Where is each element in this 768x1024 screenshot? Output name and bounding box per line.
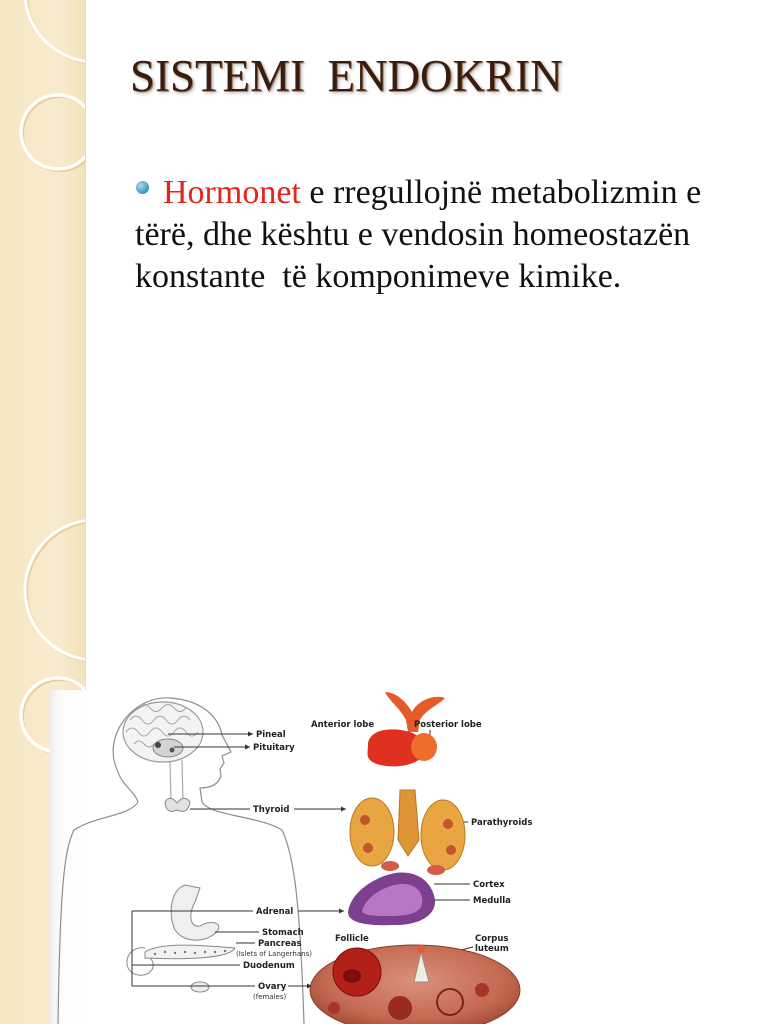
thyroid-right-lobe — [421, 800, 465, 870]
ornament-arc-top-highlight — [25, 0, 85, 62]
label-thyroid: Thyroid — [253, 805, 290, 815]
label-ovary: Ovary — [258, 982, 287, 992]
back-of-head — [118, 772, 138, 802]
bullet-paragraph — [135, 172, 715, 298]
endocrine-diagram-drawing — [50, 690, 550, 1024]
neck-line — [170, 760, 171, 802]
follicle-core — [343, 969, 361, 983]
label-posterior-lobe: Posterior lobe — [414, 720, 482, 730]
ovarian-follicle — [388, 996, 412, 1020]
bullet-text: e rregullojnë metabolizmin e tërë, dhe kështu e vendosin homeostazën konstante të komponimeve kimike. — [135, 174, 710, 295]
parathyroid-spot — [360, 815, 370, 825]
slide-title: SISTEMI ENDOKRIN — [130, 51, 563, 101]
label-stomach: Stomach — [262, 928, 304, 938]
label-duodenum: Duodenum — [243, 961, 295, 971]
bullet-icon — [136, 181, 149, 194]
ornament-arc-bottom — [27, 522, 85, 662]
ornament-ring-top — [21, 95, 85, 169]
label-pancreas: Pancreas — [258, 939, 302, 949]
label-islets-of-langerhans: (Islets of Langerhans) — [236, 950, 312, 958]
neck-line — [182, 760, 183, 802]
highlighted-term: Hormonet — [163, 174, 301, 211]
stomach-mini — [171, 885, 219, 940]
label-anterior-lobe: Anterior lobe — [311, 720, 375, 730]
pituitary-dot — [170, 748, 175, 753]
parathyroid-spot — [446, 845, 456, 855]
ornament-arc-top — [27, 0, 85, 64]
ovary-illustration — [310, 945, 520, 1024]
thyroid-gland-illustration — [350, 790, 465, 875]
endocrine-diagram — [50, 690, 550, 1024]
left-shoulder-torso — [58, 802, 138, 1024]
pineal-dot — [155, 742, 161, 748]
pancreas-mini — [145, 945, 235, 959]
label-luteum: luteum — [475, 944, 509, 954]
thyroid-lower-tissue — [427, 865, 445, 875]
label-medulla: Medulla — [473, 896, 511, 906]
label-follicle: Follicle — [335, 934, 369, 944]
thyroid-lower-tissue — [381, 861, 399, 871]
brain-illustration — [123, 702, 203, 762]
ovarian-follicle — [328, 1002, 340, 1014]
label-pituitary: Pituitary — [253, 743, 295, 753]
label-cortex: Cortex — [473, 880, 505, 890]
parathyroid-spot — [363, 843, 373, 853]
thyroid-isthmus — [398, 790, 419, 856]
thyroid-left-lobe — [350, 798, 394, 866]
ornament-arc-bottom-highlight — [25, 520, 85, 660]
label-corpus: Corpus — [475, 934, 509, 944]
ovary-mini — [191, 982, 209, 992]
ovarian-follicle — [475, 983, 489, 997]
label-adrenal: Adrenal — [256, 907, 294, 917]
label-females: (females) — [253, 993, 287, 1001]
thyroid-mini — [165, 798, 190, 811]
parathyroid-spot — [443, 819, 453, 829]
label-parathyroids: Parathyroids — [471, 818, 533, 828]
adrenal-gland-illustration — [348, 872, 435, 925]
label-pineal: Pineal — [256, 730, 286, 740]
posterior-lobe-shape — [411, 733, 437, 761]
corpus-luteum-top — [417, 945, 425, 953]
